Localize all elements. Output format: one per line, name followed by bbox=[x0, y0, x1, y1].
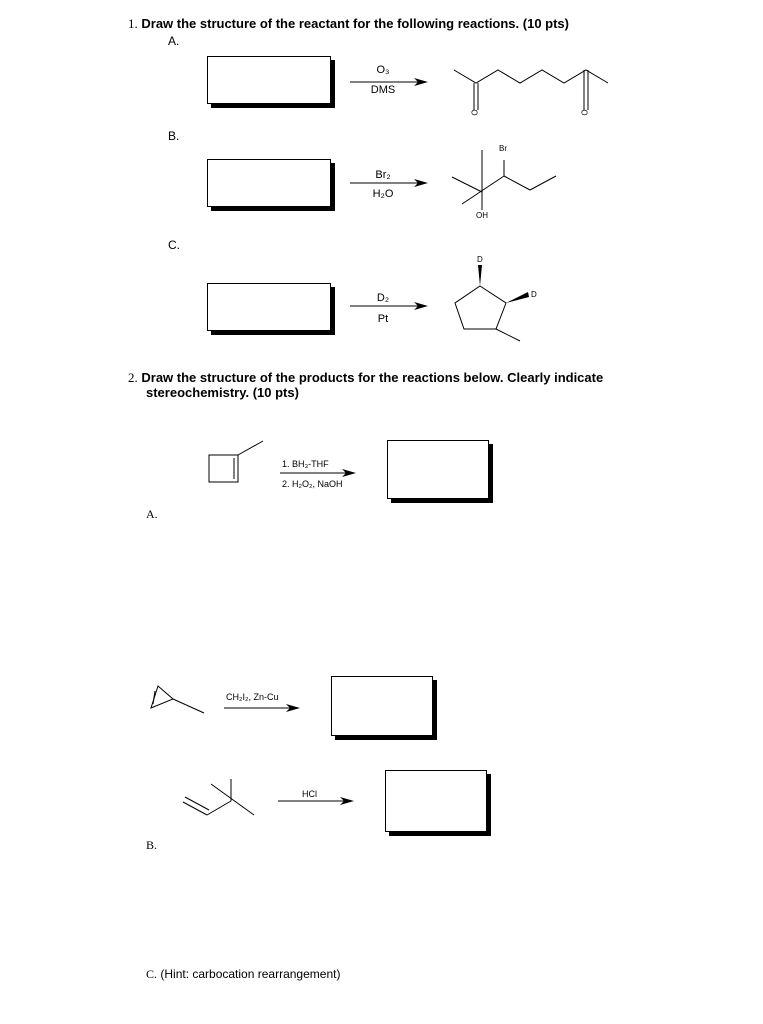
q1-part-b-bromine: Br bbox=[499, 144, 507, 153]
q2-part-c-reagent: HCl bbox=[302, 789, 317, 799]
q1-part-a-label: A. bbox=[168, 34, 180, 48]
q1-part-c-reagent-bottom: Pt bbox=[377, 313, 389, 325]
q1-part-b-answer-box[interactable] bbox=[207, 159, 331, 207]
q2-part-a-reagent-step-1: 1. BH₃-THF bbox=[282, 459, 329, 469]
q1-part-b-label: B. bbox=[168, 129, 180, 143]
q1-part-c-deuterium-2: D bbox=[531, 290, 537, 299]
q2-part-a-arrow bbox=[280, 468, 360, 478]
q1-part-a-arrow bbox=[350, 77, 430, 87]
q1-part-c-deuterium-1: D bbox=[477, 255, 483, 264]
q1-part-a-answer-box[interactable] bbox=[207, 56, 331, 104]
q2-part-a-reagent-step-2: 2. H₂O₂, NaOH bbox=[282, 479, 343, 489]
q1-part-c-product-cyclopentane bbox=[440, 255, 550, 350]
q2-part-a-answer-box[interactable] bbox=[387, 440, 489, 499]
q1-part-a-reagent-top: O₃ bbox=[376, 64, 390, 76]
q1-part-b-reagent-top: Br₂ bbox=[375, 169, 391, 181]
q1-part-a-oxygen-2: O bbox=[580, 109, 590, 116]
q2-part-b-reagent: CH₂I₂, Zn-Cu bbox=[226, 692, 279, 702]
q2-part-c-label: C. bbox=[146, 967, 158, 981]
q2-part-b-label: B. bbox=[146, 838, 158, 852]
q1-part-a-oxygen-1: O bbox=[470, 109, 480, 116]
q1-part-c-answer-box[interactable] bbox=[207, 283, 331, 331]
q2-part-c-hint bbox=[146, 967, 340, 982]
q2-part-c-reactant-tert-butylethylene bbox=[178, 775, 263, 820]
q2-part-c-answer-box[interactable] bbox=[385, 770, 487, 832]
question-2-heading bbox=[128, 370, 603, 386]
q2-part-c-hint-text: (Hint: carbocation rearrangement) bbox=[160, 967, 341, 981]
q2-part-a-reactant-methylcyclobutene bbox=[205, 438, 275, 488]
q1-part-b-product-bromohydrin bbox=[440, 150, 570, 220]
q1-part-a-reagent-bottom: DMS bbox=[370, 84, 396, 96]
question-2-title-line-1: Draw the structure of the products for the reactions below. Clearly indicate bbox=[141, 370, 604, 385]
q2-part-a-label: A. bbox=[146, 507, 158, 521]
q1-part-c-label: C. bbox=[168, 238, 180, 252]
q2-part-c-arrow bbox=[278, 796, 358, 806]
question-1-number: 1. bbox=[128, 16, 138, 31]
q2-part-b-answer-box[interactable] bbox=[331, 676, 433, 736]
question-1-title: Draw the structure of the reactant for the following reactions. (10 pts) bbox=[141, 16, 569, 31]
q1-part-b-arrow bbox=[350, 178, 430, 188]
question-2-title-line-2: stereochemistry. (10 pts) bbox=[146, 385, 299, 400]
question-2-number: 2. bbox=[128, 370, 138, 385]
q1-part-b-hydroxyl: OH bbox=[476, 211, 488, 220]
question-1-heading bbox=[128, 16, 569, 32]
q1-part-c-reagent-top: D₂ bbox=[376, 292, 390, 304]
q2-part-b-arrow bbox=[224, 703, 304, 713]
q1-part-b-reagent-bottom: H₂O bbox=[372, 188, 394, 200]
q2-part-b-reactant-methylcyclopropene bbox=[145, 682, 210, 722]
q1-part-c-arrow bbox=[350, 301, 430, 311]
q1-part-a-product-diketone bbox=[440, 55, 620, 125]
